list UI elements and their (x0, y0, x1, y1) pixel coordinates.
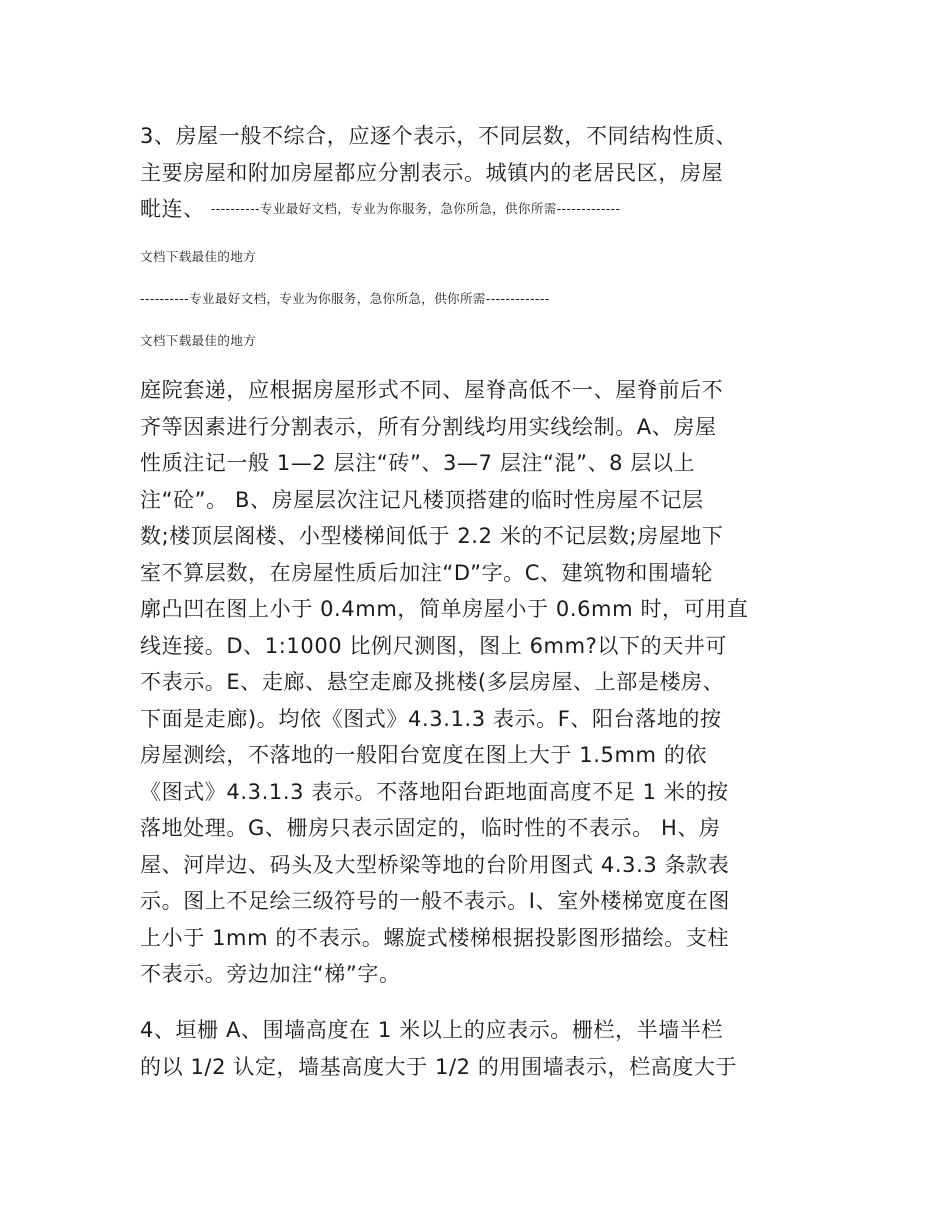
text-line: 落地处理。G、栅房只表示固定的，临时性的不表示。 H、房 (140, 816, 721, 840)
text-line: 数;楼顶层阁楼、小型楼梯间低于 2.2 米的不记层数;房屋地下 (140, 524, 724, 548)
text-line: 《图式》4.3.1.3 表示。不落地阳台距地面高度不足 1 米的按 (140, 779, 729, 804)
text-line: 的以 1/2 认定，墙基高度大于 1/2 的用围墙表示，栏高度大于 (140, 1054, 738, 1079)
watermark-subtitle: 文档下载最佳的地方 (140, 333, 257, 348)
watermark-banner: ----------专业最好文档，专业为你服务，急你所急，供你所需------------- (210, 201, 621, 216)
text-line: 室不算层数，在房屋性质后加注“D”字。C、建筑物和围墙轮 (140, 560, 713, 585)
text-line: 屋、河岸边、码头及大型桥梁等地的台阶用图式 4.3.3 条款表 (140, 852, 730, 877)
text-line: 庭院套递，应根据房屋形式不同、屋脊高低不一、屋脊前后不 (140, 378, 724, 402)
text-line (140, 191, 812, 228)
section-4-paragraph (140, 1012, 812, 1085)
section-3-paragraph (140, 118, 812, 228)
text-line: 主要房屋和附加房屋都应分割表示。城镇内的老居民区，房屋 (140, 160, 724, 185)
text-line: 注“砼”。 B、房屋层次注记凡楼顶搭建的临时性房屋不记层 (140, 487, 704, 512)
text-line: 线连接。D、1:1000 比例尺测图，图上 6mm?以下的天井可 (140, 633, 728, 658)
watermark-banner: ----------专业最好文档，专业为你服务，急你所急，供你所需------------- (140, 291, 550, 306)
text-line: 性质注记一般 1—2 层注“砖”、3—7 层注“混”、8 层以上 (140, 451, 696, 475)
text-fragment: 毗连、 (140, 197, 205, 221)
text-line: 房屋测绘，不落地的一般阳台宽度在图上大于 1.5mm 的依 (140, 743, 708, 767)
text-line: 3、房屋一般不综合，应逐个表示，不同层数，不同结构性质、 (140, 124, 738, 148)
watermark-subtitle: 文档下载最佳的地方 (140, 249, 257, 264)
text-line: 上小于 1mm 的不表示。螺旋式楼梯根据投影图形描绘。支柱 (140, 925, 730, 950)
text-line: 4、垣栅 A、围墙高度在 1 米以上的应表示。栅栏，半墙半栏 (140, 1018, 724, 1042)
text-line: 下面是走廊)。均依《图式》4.3.1.3 表示。F、阳台落地的按 (140, 706, 722, 731)
text-line: 廓凸凹在图上小于 0.4mm，简单房屋小于 0.6mm 时，可用直 (140, 597, 749, 621)
text-line: 不表示。E、走廊、悬空走廊及挑楼(多层房屋、上部是楼房、 (140, 670, 725, 694)
text-line: 不表示。旁边加注“梯”字。 (140, 962, 401, 986)
body-paragraph (140, 372, 812, 993)
text-line: 示。图上不足绘三级符号的一般不表示。I、室外楼梯宽度在图 (140, 889, 730, 913)
text-line: 齐等因素进行分割表示，所有分割线均用实线绘制。A、房屋 (140, 414, 717, 439)
